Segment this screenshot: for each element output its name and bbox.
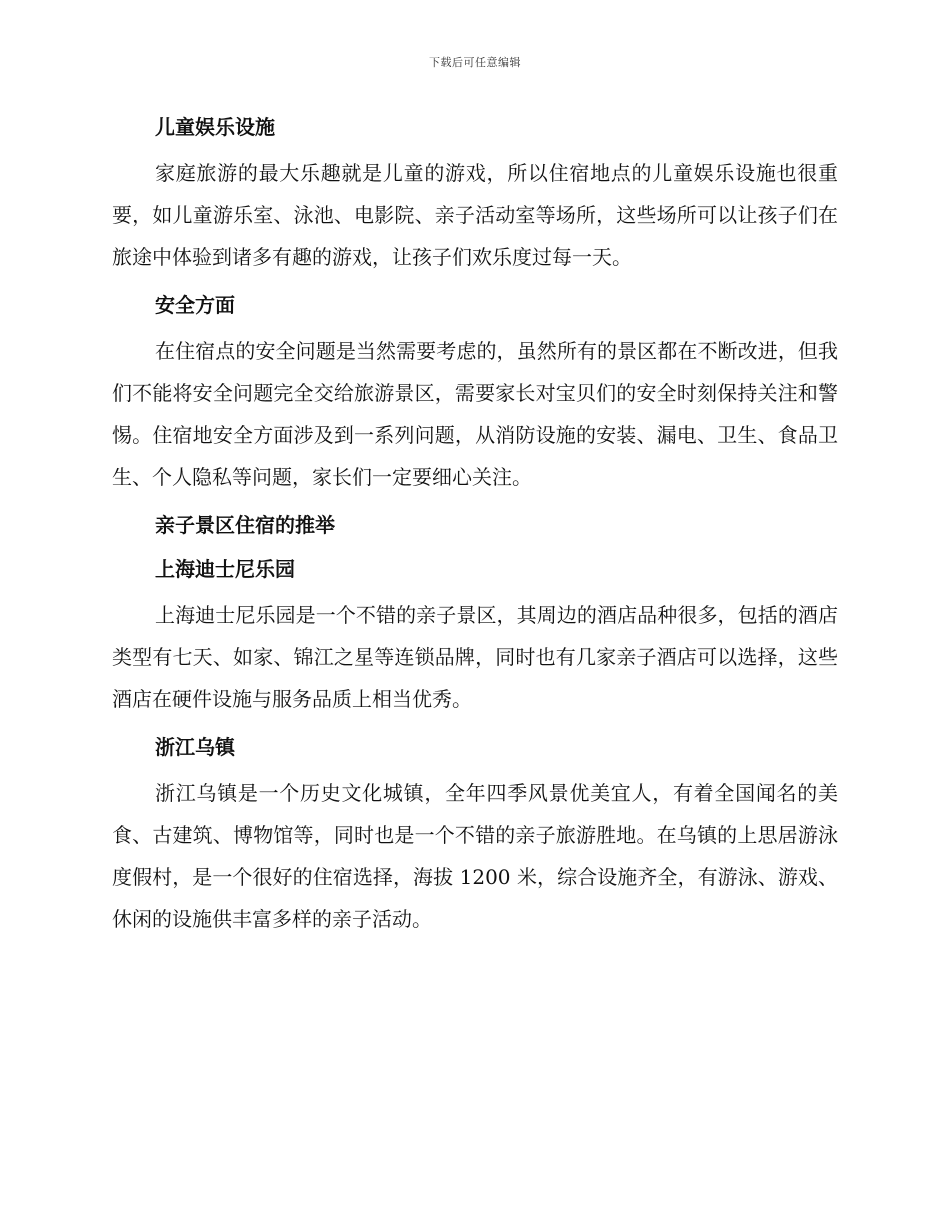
section-heading-recommendations: 亲子景区住宿的推举 [155, 513, 335, 537]
document-body [112, 108, 838, 948]
section-heading-wuzhen: 浙江乌镇 [155, 735, 235, 759]
section-heading-kids-facilities: 儿童娱乐设施 [155, 115, 275, 139]
section-paragraph-shanghai-disney: 上海迪士尼乐园是一个不错的亲子景区，其周边的酒店品种很多，包括的酒店类型有七天、如家、锦江之星等连锁品牌，同时也有几家亲子酒店可以选择，这些酒店在硬件设施与服务品质上相当优秀。 [112, 603, 838, 711]
page-header: 下载后可任意编辑 [429, 56, 521, 69]
section-paragraph-safety: 在住宿点的安全问题是当然需要考虑的，虽然所有的景区都在不断改进，但我们不能将安全问题完全交给旅游景区，需要家长对宝贝们的安全时刻保持关注和警惕。住宿地安全方面涉及到一系列问题，从消防设施的安装、漏电、卫生、食品卫生、个人隐私等问题，家长们一定要细心关注。 [112, 339, 838, 489]
section-paragraph-kids-facilities: 家庭旅游的最大乐趣就是儿童的游戏，所以住宿地点的儿童娱乐设施也很重要，如儿童游乐室、泳池、电影院、亲子活动室等场所，这些场所可以让孩子们在旅途中体验到诸多有趣的游戏，让孩子们欢乐度过每一天。 [112, 161, 838, 269]
section-heading-shanghai-disney: 上海迪士尼乐园 [155, 557, 295, 581]
section-paragraph-wuzhen: 浙江乌镇是一个历史文化城镇，全年四季风景优美宜人，有着全国闻名的美食、古建筑、博物馆等，同时也是一个不错的亲子旅游胜地。在乌镇的上思居游泳度假村，是一个很好的住宿选择，海拔 1200 米，综合设施齐全，有游泳、游戏、休闲的设施供丰富多样的亲子活动。 [112, 781, 838, 931]
section-heading-safety: 安全方面 [155, 293, 235, 317]
